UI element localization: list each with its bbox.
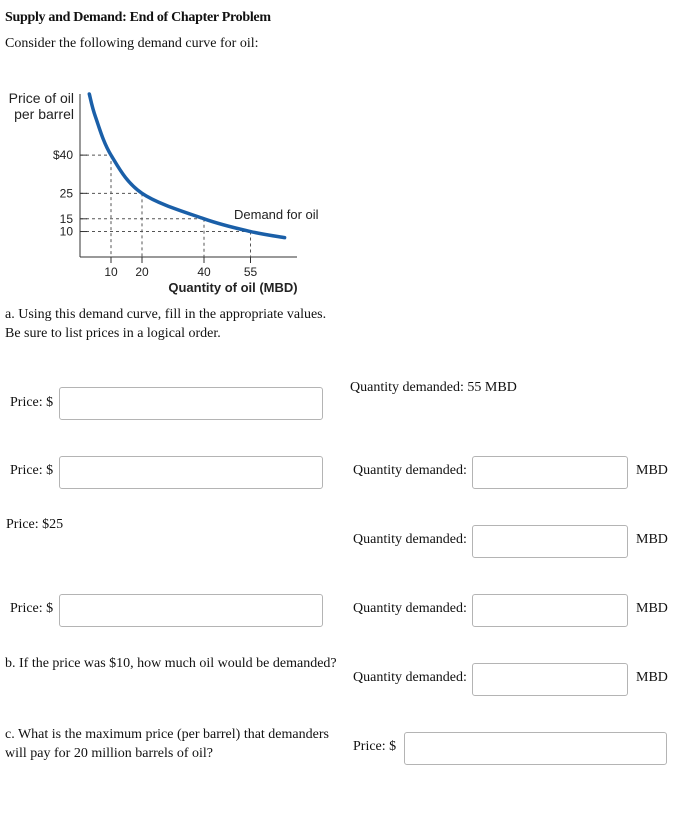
part-b-question: b. If the price was $10, how much oil would be demanded? — [5, 656, 337, 671]
x-tick-label-1: 20 — [135, 265, 149, 279]
price-input-row4[interactable] — [59, 594, 323, 627]
unit-label-row4: MBD — [636, 601, 668, 616]
part-a-line1: a. Using this demand curve, fill in the appropriate values. — [5, 307, 327, 322]
part-b-quantity-input[interactable] — [472, 663, 628, 696]
x-axis-title: Quantity of oil (MBD) — [168, 280, 298, 295]
part-c-price-label: Price: $ — [353, 739, 397, 754]
y-tick-label-0: $40 — [52, 148, 73, 163]
price-input-row1[interactable] — [59, 387, 323, 420]
quantity-label-row3: Quantity demanded: — [353, 532, 467, 547]
x-tick-label-0: 10 — [104, 265, 118, 279]
quantity-input-row4[interactable] — [472, 594, 628, 627]
part-b-quantity-label: Quantity demanded: — [353, 670, 467, 685]
y-tick-label-3: 10 — [59, 224, 73, 239]
part-b-unit-label: MBD — [636, 670, 668, 685]
demand-curve-line-0 — [89, 94, 284, 238]
price-label-row1: Price: $ — [10, 395, 54, 410]
part-a-instructions — [5, 305, 326, 343]
y-tick-label-2: 15 — [59, 211, 73, 226]
part-c-price-input[interactable] — [404, 732, 667, 765]
quantity-label-row2: Quantity demanded: — [353, 463, 467, 478]
x-tick-label-2: 40 — [197, 265, 211, 279]
unit-label-row2: MBD — [636, 463, 668, 478]
quantity-input-row3[interactable] — [472, 525, 628, 558]
quantity-label-row4: Quantity demanded: — [353, 601, 467, 616]
price-input-row2[interactable] — [59, 456, 323, 489]
x-tick-label-3: 55 — [243, 265, 258, 279]
part-a-line2: Be sure to list prices in a logical order. — [5, 326, 221, 341]
y-axis-title-line1: Price of oil — [8, 90, 74, 106]
intro-text: Consider the following demand curve for oil: — [5, 36, 259, 51]
quantity-input-row2[interactable] — [472, 456, 628, 489]
part-c-question — [5, 725, 329, 763]
curve-label: Demand for oil — [234, 207, 319, 222]
quantity-text-row1: Quantity demanded: 55 MBD — [350, 380, 517, 395]
part-c-line1: c. What is the maximum price (per barrel) that demanders — [5, 727, 329, 742]
part-c-line2: will pay for 20 million barrels of oil? — [5, 746, 214, 761]
y-tick-label-1: 25 — [59, 186, 73, 201]
page-title: Supply and Demand: End of Chapter Problem — [5, 10, 271, 25]
unit-label-row3: MBD — [636, 532, 668, 547]
price-text-row3: Price: $25 — [6, 517, 64, 532]
price-label-row2: Price: $ — [10, 463, 54, 478]
price-label-row4: Price: $ — [10, 601, 54, 616]
y-axis-title — [0, 90, 74, 122]
y-axis-title-line2: per barrel — [14, 106, 74, 122]
